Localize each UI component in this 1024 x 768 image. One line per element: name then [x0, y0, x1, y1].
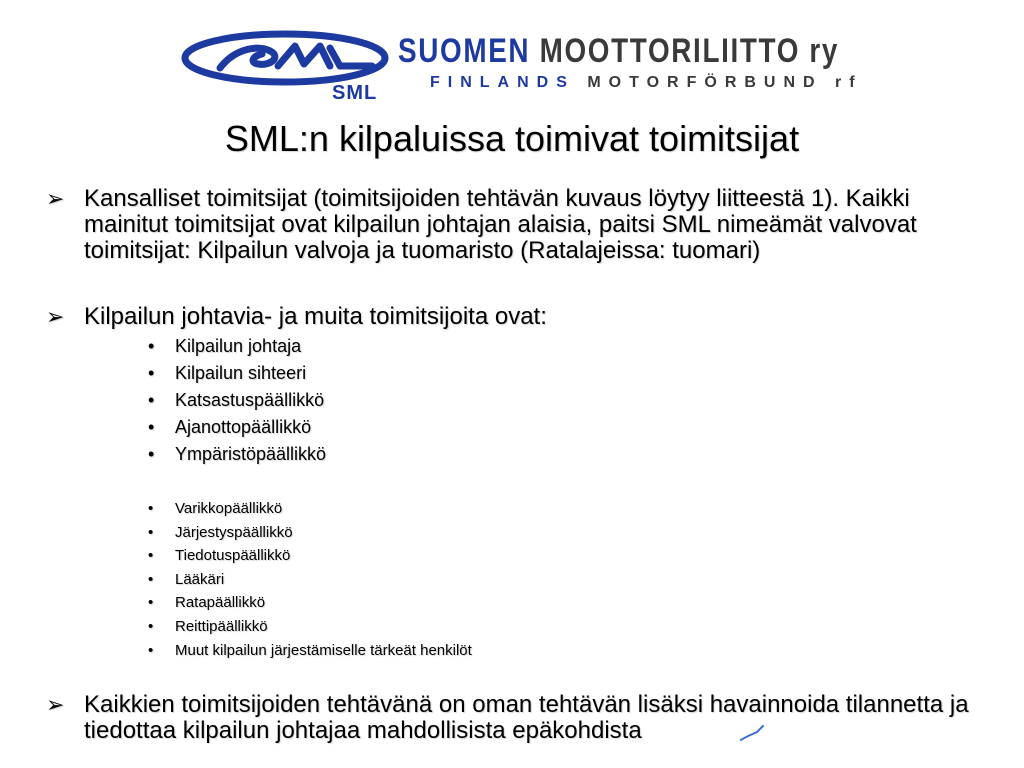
bullet-text: Kaikkien toimitsijoiden tehtävänä on oman tehtävän lisäksi havainnoida tilannetta ja tiedottaa kilpailun johtajaa mahdollisista epäkohdista [84, 691, 969, 744]
list-item [148, 544, 472, 568]
dot-bullet-icon: • [148, 363, 155, 383]
sublist-secondary [148, 497, 472, 662]
dot-bullet-icon: • [148, 336, 155, 356]
list-item [148, 441, 326, 468]
arrow-bullet-icon: ➢ [46, 692, 65, 717]
check-mark-icon [739, 722, 773, 744]
bullet-leading-officials [46, 304, 996, 330]
list-item-text: Ympäristöpäällikkö [175, 444, 327, 464]
dot-bullet-icon: • [148, 444, 155, 464]
org-name-swedish [430, 74, 863, 92]
dot-bullet-icon: • [148, 523, 154, 541]
dot-bullet-icon: • [148, 390, 155, 410]
dot-bullet-icon: • [148, 570, 154, 588]
list-item [148, 360, 326, 387]
list-item [148, 333, 326, 360]
bullet-national-officials [46, 186, 996, 264]
list-item-text: Tiedotuspäällikkö [175, 547, 291, 565]
list-item-text: Varikkopäällikkö [175, 500, 283, 517]
dot-bullet-icon: • [148, 617, 154, 635]
dot-bullet-icon: • [148, 594, 154, 612]
org-name-sv-part2: MOTORFÖRBUND rf [587, 74, 863, 91]
org-name-sv-part1: FINLANDS [430, 74, 575, 91]
dot-bullet-icon: • [148, 547, 154, 565]
dot-bullet-icon: • [148, 417, 155, 437]
list-item-text: Kilpailun sihteeri [175, 363, 307, 383]
list-item-text: Reittipäällikkö [175, 617, 268, 635]
dot-bullet-icon: • [148, 641, 154, 659]
bullet-text: Kansalliset toimitsijat (toimitsijoiden tehtävän kuvaus löytyy liitteestä 1). Kaikki mainitut toimitsijat ovat kilpailun johtajan alaisia, paitsi SML nimeämät valvovat toimitsijat: Kilpailun valvoja ja tuomaristo (Ratalajeissa: tuomari) [84, 185, 917, 264]
list-item-text: Ratapäällikkö [175, 594, 266, 612]
list-item [148, 639, 472, 663]
list-item-text: Kilpailun johtaja [175, 336, 302, 356]
list-item-text: Muut kilpailun järjestämiselle tärkeät henkilöt [175, 641, 472, 659]
list-item [148, 591, 472, 615]
list-item [148, 568, 472, 592]
list-item-text: Katsastuspäällikkö [175, 390, 325, 410]
list-item [148, 521, 472, 545]
list-item [148, 615, 472, 639]
sml-logo [180, 26, 863, 104]
logo-sml-word: SML [332, 82, 378, 104]
org-name-finnish [398, 32, 839, 71]
org-name-part1: SUOMEN [398, 32, 531, 70]
bullet-text: Kilpailun johtavia- ja muita toimitsijoita ovat: [84, 303, 547, 330]
list-item-text: Lääkäri [175, 570, 225, 588]
bullet-all-officials-duty [46, 692, 996, 744]
sml-logo-mark-icon [180, 30, 395, 90]
list-item [148, 414, 326, 441]
arrow-bullet-icon: ➢ [46, 304, 65, 329]
list-item [148, 497, 472, 521]
sublist-primary [148, 333, 326, 468]
slide-title: SML:n kilpaluissa toimivat toimitsijat [224, 118, 800, 159]
org-name-part2: MOOTTORILIITTO ry [539, 32, 840, 70]
arrow-bullet-icon: ➢ [46, 186, 65, 211]
list-item-text: Ajanottopäällikkö [175, 417, 312, 437]
list-item [148, 387, 326, 414]
dot-bullet-icon: • [148, 500, 154, 517]
list-item-text: Järjestyspäällikkö [175, 523, 293, 541]
